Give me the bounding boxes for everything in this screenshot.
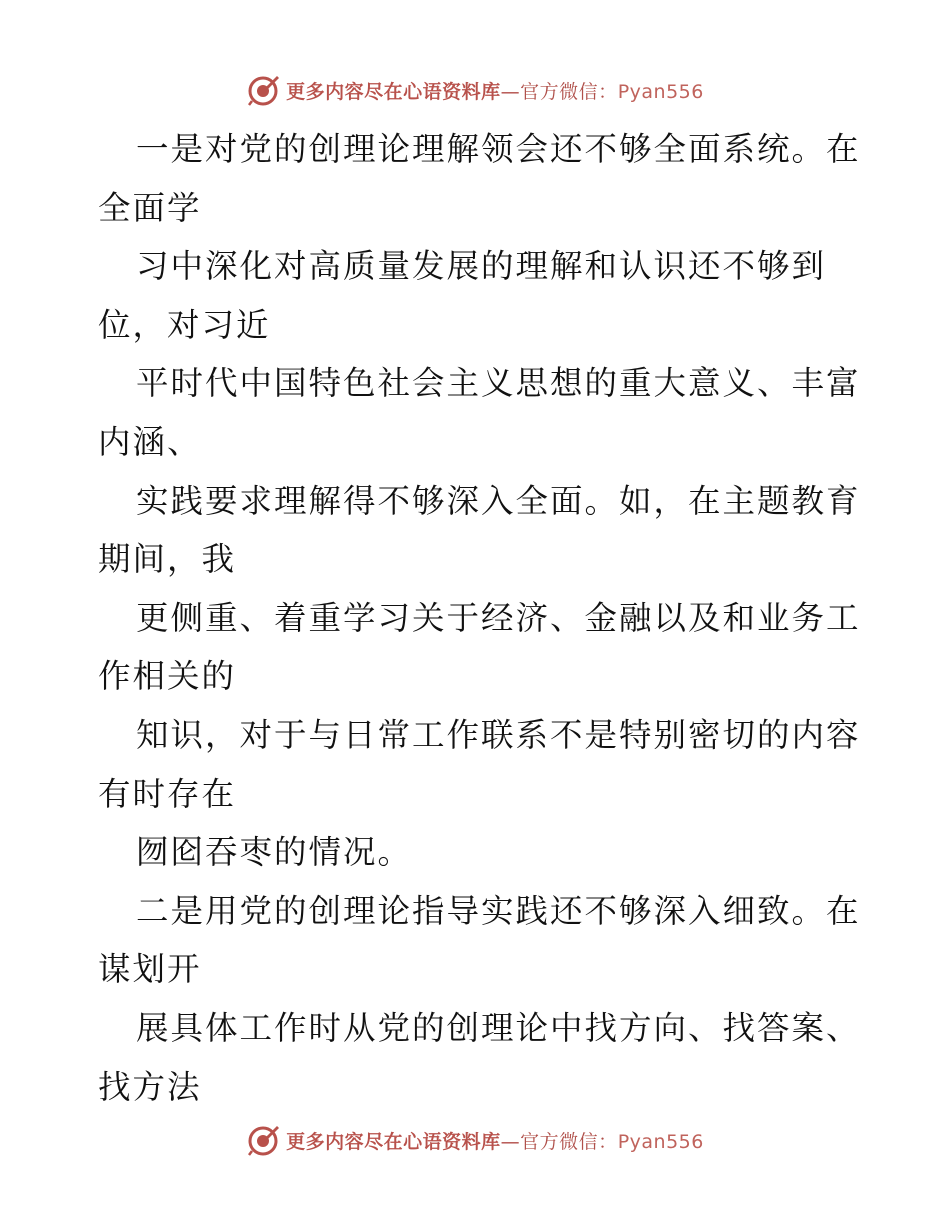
- footer-watermark: [0, 1120, 950, 1160]
- text-line-2: 全面学: [98, 188, 202, 227]
- text-line-4: 位，对习近: [98, 305, 271, 344]
- text-line-3: 习中深化对高质量发展的理解和认识还不够到: [136, 247, 827, 286]
- text-line-1: 一是对党的创理论理解领会还不够全面系统。在: [136, 130, 861, 168]
- watermark-label: 官方微信：: [520, 80, 618, 103]
- text-line-12: 有时存在: [98, 774, 237, 813]
- pen-logo-icon: [246, 1123, 280, 1157]
- watermark-label: 官方微信：: [520, 1130, 618, 1153]
- text-line-10: 作相关的: [98, 657, 237, 696]
- watermark-text: [286, 1127, 704, 1154]
- text-line-13: 囫囵吞枣的情况。: [136, 833, 413, 872]
- header-watermark: [0, 70, 950, 110]
- watermark-id: Pyan556: [617, 80, 704, 103]
- document-body: [98, 120, 861, 1116]
- watermark-separator: —: [500, 1130, 521, 1153]
- watermark-id: Pyan556: [617, 1130, 704, 1153]
- watermark-main: 更多内容尽在心语资料库: [286, 80, 501, 103]
- watermark-main: 更多内容尽在心语资料库: [286, 1130, 501, 1153]
- text-line-5: 平时代中国特色社会主义思想的重大意义、丰富: [136, 364, 861, 403]
- watermark-text: [286, 77, 704, 104]
- watermark-separator: —: [500, 80, 521, 103]
- text-line-14: 二是用党的创理论指导实践还不够深入细致。在: [136, 891, 861, 930]
- text-line-8: 期间，我: [98, 540, 237, 579]
- text-line-17: 找方法: [98, 1067, 202, 1106]
- text-line-11: 知识，对于与日常工作联系不是特别密切的内容: [136, 715, 861, 754]
- pen-logo-icon: [246, 73, 280, 107]
- text-line-6: 内涵、: [98, 422, 202, 461]
- text-line-16: 展具体工作时从党的创理论中找方向、找答案、: [136, 1008, 861, 1047]
- text-line-7: 实践要求理解得不够深入全面。如，在主题教育: [136, 481, 861, 520]
- text-line-9: 更侧重、着重学习关于经济、金融以及和业务工: [136, 598, 861, 637]
- text-line-15: 谋划开: [98, 950, 202, 989]
